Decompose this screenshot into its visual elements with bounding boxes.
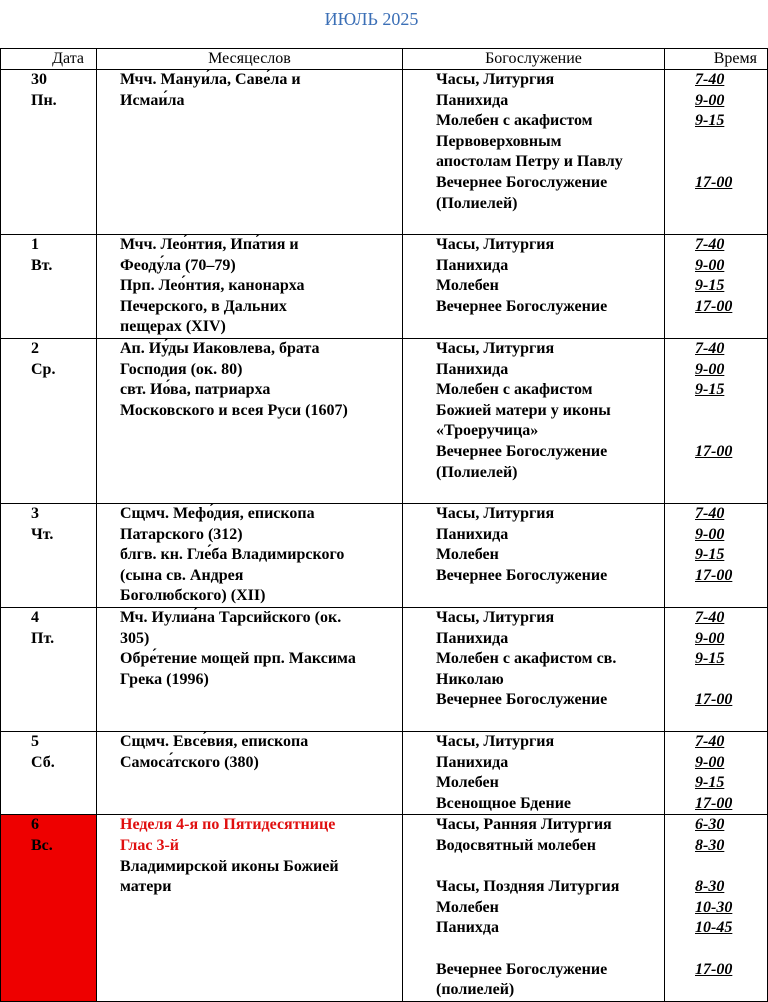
schedule-table (0, 48, 768, 1002)
time-cell (665, 732, 768, 815)
saint-line: Мчч. Мануи́ла, Саве́ла и (120, 71, 301, 88)
service-time: 7-40 (695, 71, 725, 88)
saints-cell (97, 815, 403, 1001)
service-time: 7-40 (695, 609, 725, 626)
service-time: 8-30 (695, 836, 725, 854)
service-time: 6-30 (695, 816, 725, 834)
table-row (1, 339, 768, 504)
service-time: 10-30 (695, 898, 733, 916)
service-line: Часы, Ранняя Литургия (436, 816, 612, 834)
date-cell (1, 339, 97, 504)
table-row (1, 608, 768, 732)
service-time: 17-00 (695, 173, 733, 191)
date-cell (1, 504, 97, 608)
saint-line: Мч. Иулиа́на Тарсийского (ок. (120, 609, 342, 626)
day-number: 2 (31, 340, 39, 357)
service-time (695, 152, 767, 173)
date-cell (1, 70, 97, 235)
service-time: 9-15 (695, 546, 725, 564)
saint-line: Феоду́ла (70–79) (120, 256, 236, 274)
time-cell (665, 235, 768, 339)
time-cell (665, 608, 768, 732)
header-saints: Месяцеслов (97, 49, 403, 70)
saints-cell (97, 608, 403, 732)
service-time: 17-00 (695, 297, 733, 315)
service-time (695, 421, 767, 442)
service-time (695, 980, 767, 1001)
service-line: апостолам Петру и Павлу (436, 153, 623, 171)
service-time: 9-15 (695, 112, 725, 130)
service-time: 9-00 (695, 753, 725, 771)
service-line: Молебен (436, 546, 499, 564)
service-line: Панихида (436, 629, 509, 647)
service-time: 9-00 (695, 256, 725, 274)
service-time: 9-15 (695, 277, 725, 295)
table-row (1, 235, 768, 339)
service-time: 17-00 (695, 794, 733, 812)
service-cell (403, 504, 665, 608)
service-line: Панихида (436, 256, 509, 274)
service-time: 10-45 (695, 919, 733, 937)
page-title: ИЮЛЬ 2025 (324, 9, 419, 29)
service-line: Вечернее Богослужение (436, 960, 608, 978)
service-line (436, 857, 662, 878)
service-line: Часы, Литургия (436, 609, 555, 626)
service-time: 9-00 (695, 525, 725, 543)
service-time: 7-40 (695, 733, 725, 750)
day-number: 3 (31, 505, 39, 522)
saint-line: Боголюбского) (XII) (120, 587, 266, 605)
service-time: 7-40 (695, 340, 725, 357)
service-cell (403, 339, 665, 504)
weekday: Пн. (31, 91, 57, 109)
service-line: Молебен (436, 277, 499, 295)
day-number: 5 (31, 733, 39, 750)
weekday: Ср. (31, 360, 56, 378)
saint-line: Сщмч. Евсе́вия, епископа (120, 733, 309, 750)
service-line: Часы, Литургия (436, 71, 555, 88)
saints-cell (97, 235, 403, 339)
saint-line: Исмаи́ла (120, 91, 185, 109)
service-line: Вечернее Богослужение (436, 442, 608, 460)
date-cell (1, 732, 97, 815)
service-line (436, 939, 662, 960)
service-line: Часы, Литургия (436, 340, 555, 357)
day-number: 6 (31, 816, 39, 834)
service-line: Панихида (436, 753, 509, 771)
service-cell (403, 70, 665, 235)
service-time: 17-00 (695, 691, 733, 709)
saints-cell (97, 504, 403, 608)
saint-line: Патарского (312) (120, 525, 243, 543)
saint-line: Господия (ок. 80) (120, 360, 243, 378)
service-cell (403, 815, 665, 1001)
feast-title-line: Глас 3-й (120, 836, 179, 854)
service-line: Молебен с акафистом св. (436, 650, 617, 668)
service-cell (403, 235, 665, 339)
saint-line: Владимирской иконы Божией (120, 857, 339, 875)
saints-cell (97, 732, 403, 815)
table-row (1, 815, 768, 1001)
time-cell (665, 504, 768, 608)
weekday: Вт. (31, 256, 53, 274)
service-time (695, 939, 767, 960)
table-row (1, 70, 768, 235)
service-line: Часы, Литургия (436, 733, 555, 750)
service-line: Всенощное Бдение (436, 794, 572, 812)
service-line: Панихида (436, 525, 509, 543)
service-line: Божией матери у иконы (436, 401, 611, 419)
weekday: Пт. (31, 629, 55, 647)
saint-line: Московского и всея Руси (1607) (120, 401, 348, 419)
time-cell (665, 70, 768, 235)
saint-line: Сщмч. Мефо́дия, епископа (120, 505, 315, 522)
service-time (695, 401, 767, 422)
time-cell (665, 815, 768, 1001)
feast-title-line: Неделя 4-я по Пятидесятнице (120, 816, 336, 834)
service-line: (Полиелей) (436, 463, 518, 481)
header-service: Богослужение (403, 49, 665, 70)
service-cell (403, 608, 665, 732)
service-time (695, 132, 767, 153)
service-time (695, 194, 767, 215)
service-time: 7-40 (695, 236, 725, 253)
service-line: Вечернее Богослужение (436, 691, 608, 709)
service-time: 8-30 (695, 878, 725, 896)
saints-cell (97, 339, 403, 504)
service-line: Панихда (436, 919, 499, 937)
saint-line: Обре́тение мощей прп. Максима (120, 650, 356, 668)
service-line: Первоверховным (436, 132, 562, 150)
date-cell (1, 815, 97, 1001)
service-time (695, 857, 767, 878)
saint-line: Самоса́тского (380) (120, 753, 259, 771)
service-line: Вечернее Богослужение (436, 566, 608, 584)
service-line: Вечернее Богослужение (436, 173, 608, 191)
saint-line: Мчч. Лео́нтия, Ипа́тия и (120, 236, 299, 253)
service-line: Часы, Литургия (436, 505, 555, 522)
weekday: Вс. (31, 836, 53, 854)
saint-line: (сына св. Андрея (120, 566, 244, 584)
service-line: Молебен с акафистом (436, 112, 593, 130)
service-line: Молебен (436, 898, 499, 916)
header-time: Время (665, 49, 768, 70)
saints-cell (97, 70, 403, 235)
saint-line: свт. Ио́ва, патриарха (120, 381, 271, 399)
header-date: Дата (1, 49, 97, 70)
service-cell (403, 732, 665, 815)
service-time: 9-00 (695, 360, 725, 378)
service-time (695, 463, 767, 484)
saint-line: Грека (1996) (120, 670, 209, 688)
saint-line: Прп. Лео́нтия, канонарха (120, 277, 305, 295)
service-line: «Троеручица» (436, 422, 539, 440)
service-time (695, 670, 767, 691)
table-header-row (1, 49, 768, 70)
service-line: Часы, Литургия (436, 236, 555, 253)
service-time: 9-15 (695, 381, 725, 399)
saint-line: матери (120, 878, 172, 896)
service-time: 17-00 (695, 960, 733, 978)
table-row (1, 732, 768, 815)
service-time: 9-15 (695, 650, 725, 668)
date-cell (1, 235, 97, 339)
saint-line: Ап. Иу́ды Иаковлева, брата (120, 340, 320, 357)
service-line: Николаю (436, 670, 504, 688)
service-time: 9-00 (695, 91, 725, 109)
weekday: Сб. (31, 753, 55, 771)
service-line: Водосвятный молебен (436, 836, 596, 854)
service-time: 7-40 (695, 505, 725, 522)
service-time: 17-00 (695, 442, 733, 460)
table-row (1, 504, 768, 608)
service-time: 17-00 (695, 566, 733, 584)
saint-line: пещерах (XIV) (120, 318, 226, 336)
service-line: Молебен (436, 774, 499, 792)
service-line: Молебен с акафистом (436, 381, 593, 399)
service-time: 9-15 (695, 774, 725, 792)
saint-line: Печерского, в Дальних (120, 297, 287, 315)
day-number: 1 (31, 236, 39, 253)
service-line: Панихида (436, 91, 509, 109)
saint-line: блгв. кн. Гле́ба Владимирского (120, 546, 345, 564)
date-cell (1, 608, 97, 732)
service-line: Часы, Поздняя Литургия (436, 878, 620, 896)
saint-line: 305) (120, 629, 150, 647)
time-cell (665, 339, 768, 504)
service-line: Вечернее Богослужение (436, 297, 608, 315)
day-number: 4 (31, 609, 39, 626)
service-line: (Полиелей) (436, 194, 518, 212)
service-line: (полиелей) (436, 981, 515, 999)
weekday: Чт. (31, 525, 54, 543)
service-time: 9-00 (695, 629, 725, 647)
day-number: 30 (31, 71, 47, 88)
service-line: Панихида (436, 360, 509, 378)
